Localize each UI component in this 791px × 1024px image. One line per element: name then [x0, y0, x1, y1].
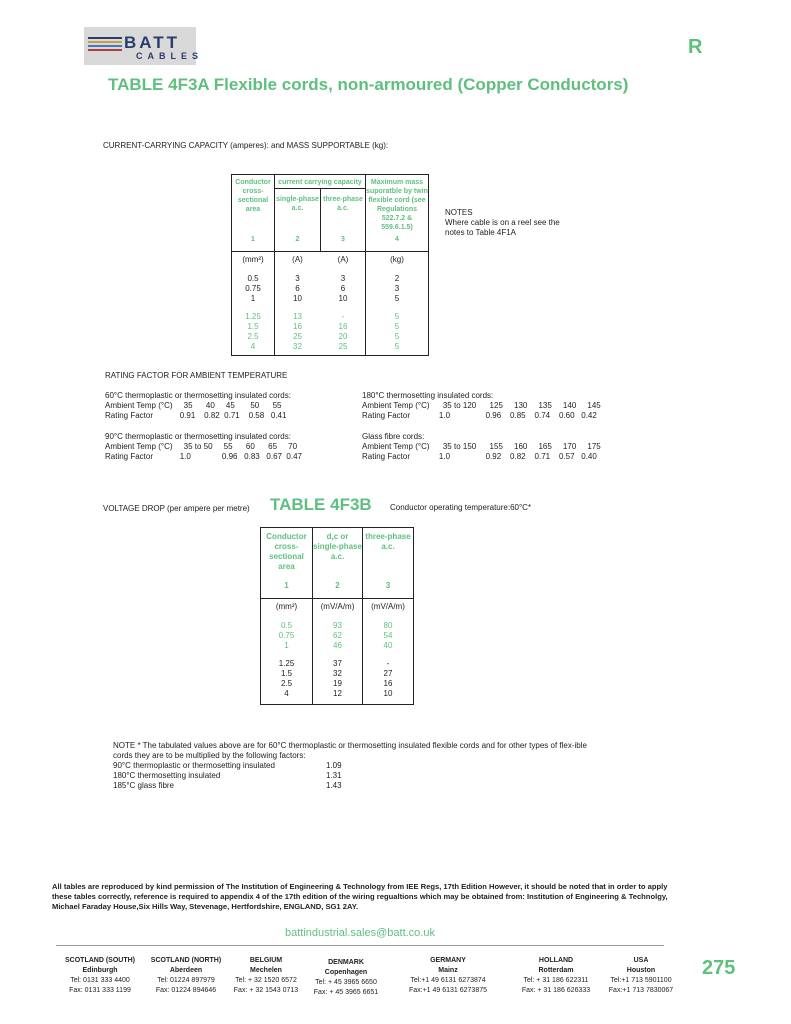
- a-block2-col1: 1.25 1.5 2.5 4: [245, 312, 261, 351]
- factor-label: 185°C glass fibre: [113, 781, 175, 790]
- office-holland: HOLLAND Rotterdam Tel: + 31 186 622311 Fax: + 31 186 626333: [521, 957, 591, 994]
- col-num-2: 2: [335, 581, 340, 590]
- col-num-3: 3: [385, 581, 391, 590]
- rating-title: 60°C thermoplastic or thermosetting insulated cords:: [105, 391, 291, 400]
- header-single-phase: d,c or single-phase a.c.: [313, 532, 362, 561]
- operating-temp: Conductor operating temperature:60°C*: [390, 503, 532, 512]
- footnote-text: NOTE * The tabulated values above are for 60°C thermoplastic or thermosetting insulated flexible cords and for other types of flex-ible cords they are to be multiplied by the following factors:: [113, 741, 587, 760]
- table-4f3b: [260, 527, 414, 705]
- factor-row: [113, 771, 603, 781]
- rating-temps: Ambient Temp (°C) 35 40 45 50 55: [105, 401, 282, 410]
- a-block1-col2: 3 6 10: [293, 274, 302, 303]
- notes: [445, 208, 575, 238]
- rating-factors: Rating Factor 0.91 0.82 0.71 0.58 0.41: [105, 411, 287, 420]
- unit-1: (mm²): [242, 255, 264, 264]
- factor-label: 90°C thermoplastic or thermosetting insulated: [113, 761, 275, 770]
- notes-heading: NOTES: [445, 208, 473, 217]
- subtitle: CURRENT-CARRYING CAPACITY (amperes): and MASS SUPPORTABLE (kg):: [103, 141, 389, 150]
- b-block2-col3: - 27 16 10: [383, 659, 393, 698]
- factor-row: [113, 781, 603, 791]
- a-block1-col4: 2 3 5: [394, 274, 400, 303]
- b-block1-col1: 0.5 0.75 1: [278, 621, 295, 650]
- unit-3: (A): [337, 255, 349, 264]
- rating-heading: RATING FACTOR FOR AMBIENT TEMPERATURE: [105, 371, 288, 380]
- office-list: [56, 956, 684, 1001]
- office-belgium: BELGIUM Mechelen Tel: + 32 1520 6572 Fax: + 32 1543 0713: [233, 957, 299, 994]
- col-num-3: 3: [341, 236, 345, 243]
- voltage-label: VOLTAGE DROP (per ampere per metre): [103, 504, 250, 513]
- factor-value: 1.09: [326, 761, 342, 770]
- batt-logo: [84, 27, 204, 65]
- a-block2-col2: 13 16 25 32: [293, 312, 302, 351]
- header-three-phase: three-phase a.c.: [323, 196, 363, 212]
- unit-3: (mV/A/m): [371, 602, 405, 611]
- a-block2-col3: - 16 20 25: [338, 312, 348, 351]
- unit-4: (kg): [390, 255, 404, 264]
- header-single-phase: single-phase a.c.: [276, 196, 319, 212]
- header-conductor: Conductor cross-sectional area: [235, 179, 271, 213]
- header-current-group: current carrying capacity: [278, 179, 362, 186]
- page-title: TABLE 4F3A Flexible cords, non-armoured (Copper Conductors): [108, 75, 629, 94]
- rating-group-glass: [362, 432, 601, 462]
- header-three-phase: three-phase a.c.: [365, 532, 411, 551]
- table-4f3a: [231, 174, 429, 356]
- unit-1: (mm²): [275, 602, 298, 611]
- permission-notice: All tables are reproduced by kind permission of The Institution of Engineering & Technology from IEE Regs, 17th Edition However, it should be noted that in order to apply these tables correctly, reference is required to appendix 4 of the 17th edition of the wiring regualtions which may be obtained from: Institution of Engineering & Technolgy, Michael Faraday House,Six Hills Way, Stevenage, Hertfordshire, ENGLAND, SG1 2AY.: [52, 882, 668, 911]
- rating-temps: Ambient Temp (°C) 35 to 120 125 130 135 140 145: [362, 401, 601, 410]
- unit-2: (mV/A/m): [320, 602, 355, 611]
- b-block1-col2: 93 62 46: [333, 621, 342, 650]
- col-num-2: 2: [295, 236, 300, 243]
- a-block1-col3: 3 6 10: [338, 274, 348, 303]
- rating-title: Glass fibre cords:: [362, 432, 425, 441]
- rating-title: 180°C thermosetting insulated cords:: [362, 391, 494, 400]
- footer-divider: [56, 945, 664, 946]
- rating-factors: Rating Factor 1.0 0.96 0.83 0.67 0.47: [105, 452, 302, 461]
- rating-temps: Ambient Temp (°C) 35 to 150 155 160 165 170 175: [362, 442, 601, 451]
- a-block2-col4: 5 5 5 5: [394, 312, 400, 351]
- rating-group-90: [105, 432, 302, 462]
- office-germany: GERMANY Mainz Tel:+1 49 6131 6273874 Fax:+1 49 6131 6273875: [408, 957, 488, 994]
- rating-group-60: [105, 391, 291, 421]
- office-scotland-north: SCOTLAND (NORTH) Aberdeen Tel: 01224 897979 Fax: 01224 894646: [150, 957, 222, 994]
- contact-email[interactable]: battindustrial.sales@batt.co.uk: [285, 927, 435, 939]
- footnote: [113, 741, 603, 791]
- factor-value: 1.31: [326, 771, 342, 780]
- col-num-4: 4: [395, 236, 399, 243]
- rating-title: 90°C thermoplastic or thermosetting insulated cords:: [105, 432, 291, 441]
- office-scotland-south: SCOTLAND (SOUTH) Edinburgh Tel: 0131 333 4400 Fax: 0131 333 1199: [65, 957, 135, 994]
- logo-text: BATT: [124, 33, 181, 52]
- header-conductor: Conductor cross-sectional area: [266, 532, 307, 571]
- rating-temps: Ambient Temp (°C) 35 to 50 55 60 65 70: [105, 442, 298, 451]
- table-4f3b-title: TABLE 4F3B: [270, 495, 372, 514]
- a-block1-col1: 0.5 0.75 1: [245, 274, 261, 303]
- page-number: 275: [702, 957, 736, 979]
- rating-factors: Rating Factor 1.0 0.92 0.82 0.71 0.57 0.40: [362, 452, 597, 461]
- rating-group-180: [362, 391, 601, 421]
- factor-value: 1.43: [326, 781, 342, 790]
- office-usa: USA Houston Tel:+1 713 5901100 Fax:+1 713 7830067: [608, 957, 674, 994]
- header-max-mass: Maximum mass suporatble by twin flexible cord (see Regulations 522.7.2 & 559.6.1.5): [366, 179, 428, 231]
- logo-subtext: CABLES: [136, 51, 204, 61]
- factor-row: [113, 761, 603, 771]
- col-num-1: 1: [284, 581, 289, 590]
- rating-factors: Rating Factor 1.0 0.96 0.85 0.74 0.60 0.42: [362, 411, 597, 420]
- b-block1-col3: 80 54 40: [383, 621, 393, 650]
- section-letter: R: [688, 36, 703, 58]
- factor-label: 180°C thermosetting insulated: [113, 771, 221, 780]
- b-block2-col2: 37 32 19 12: [333, 659, 342, 698]
- b-block2-col1: 1.25 1.5 2.5 4: [278, 659, 295, 698]
- office-denmark: DENMARK Copenhagen Tel: + 45 3965 6650 Fax: + 45 3965 6651: [313, 959, 379, 996]
- col-num-1: 1: [251, 236, 255, 243]
- unit-2: (A): [292, 255, 303, 264]
- notes-text: Where cable is on a reel see the notes to Table 4F1A: [445, 218, 560, 237]
